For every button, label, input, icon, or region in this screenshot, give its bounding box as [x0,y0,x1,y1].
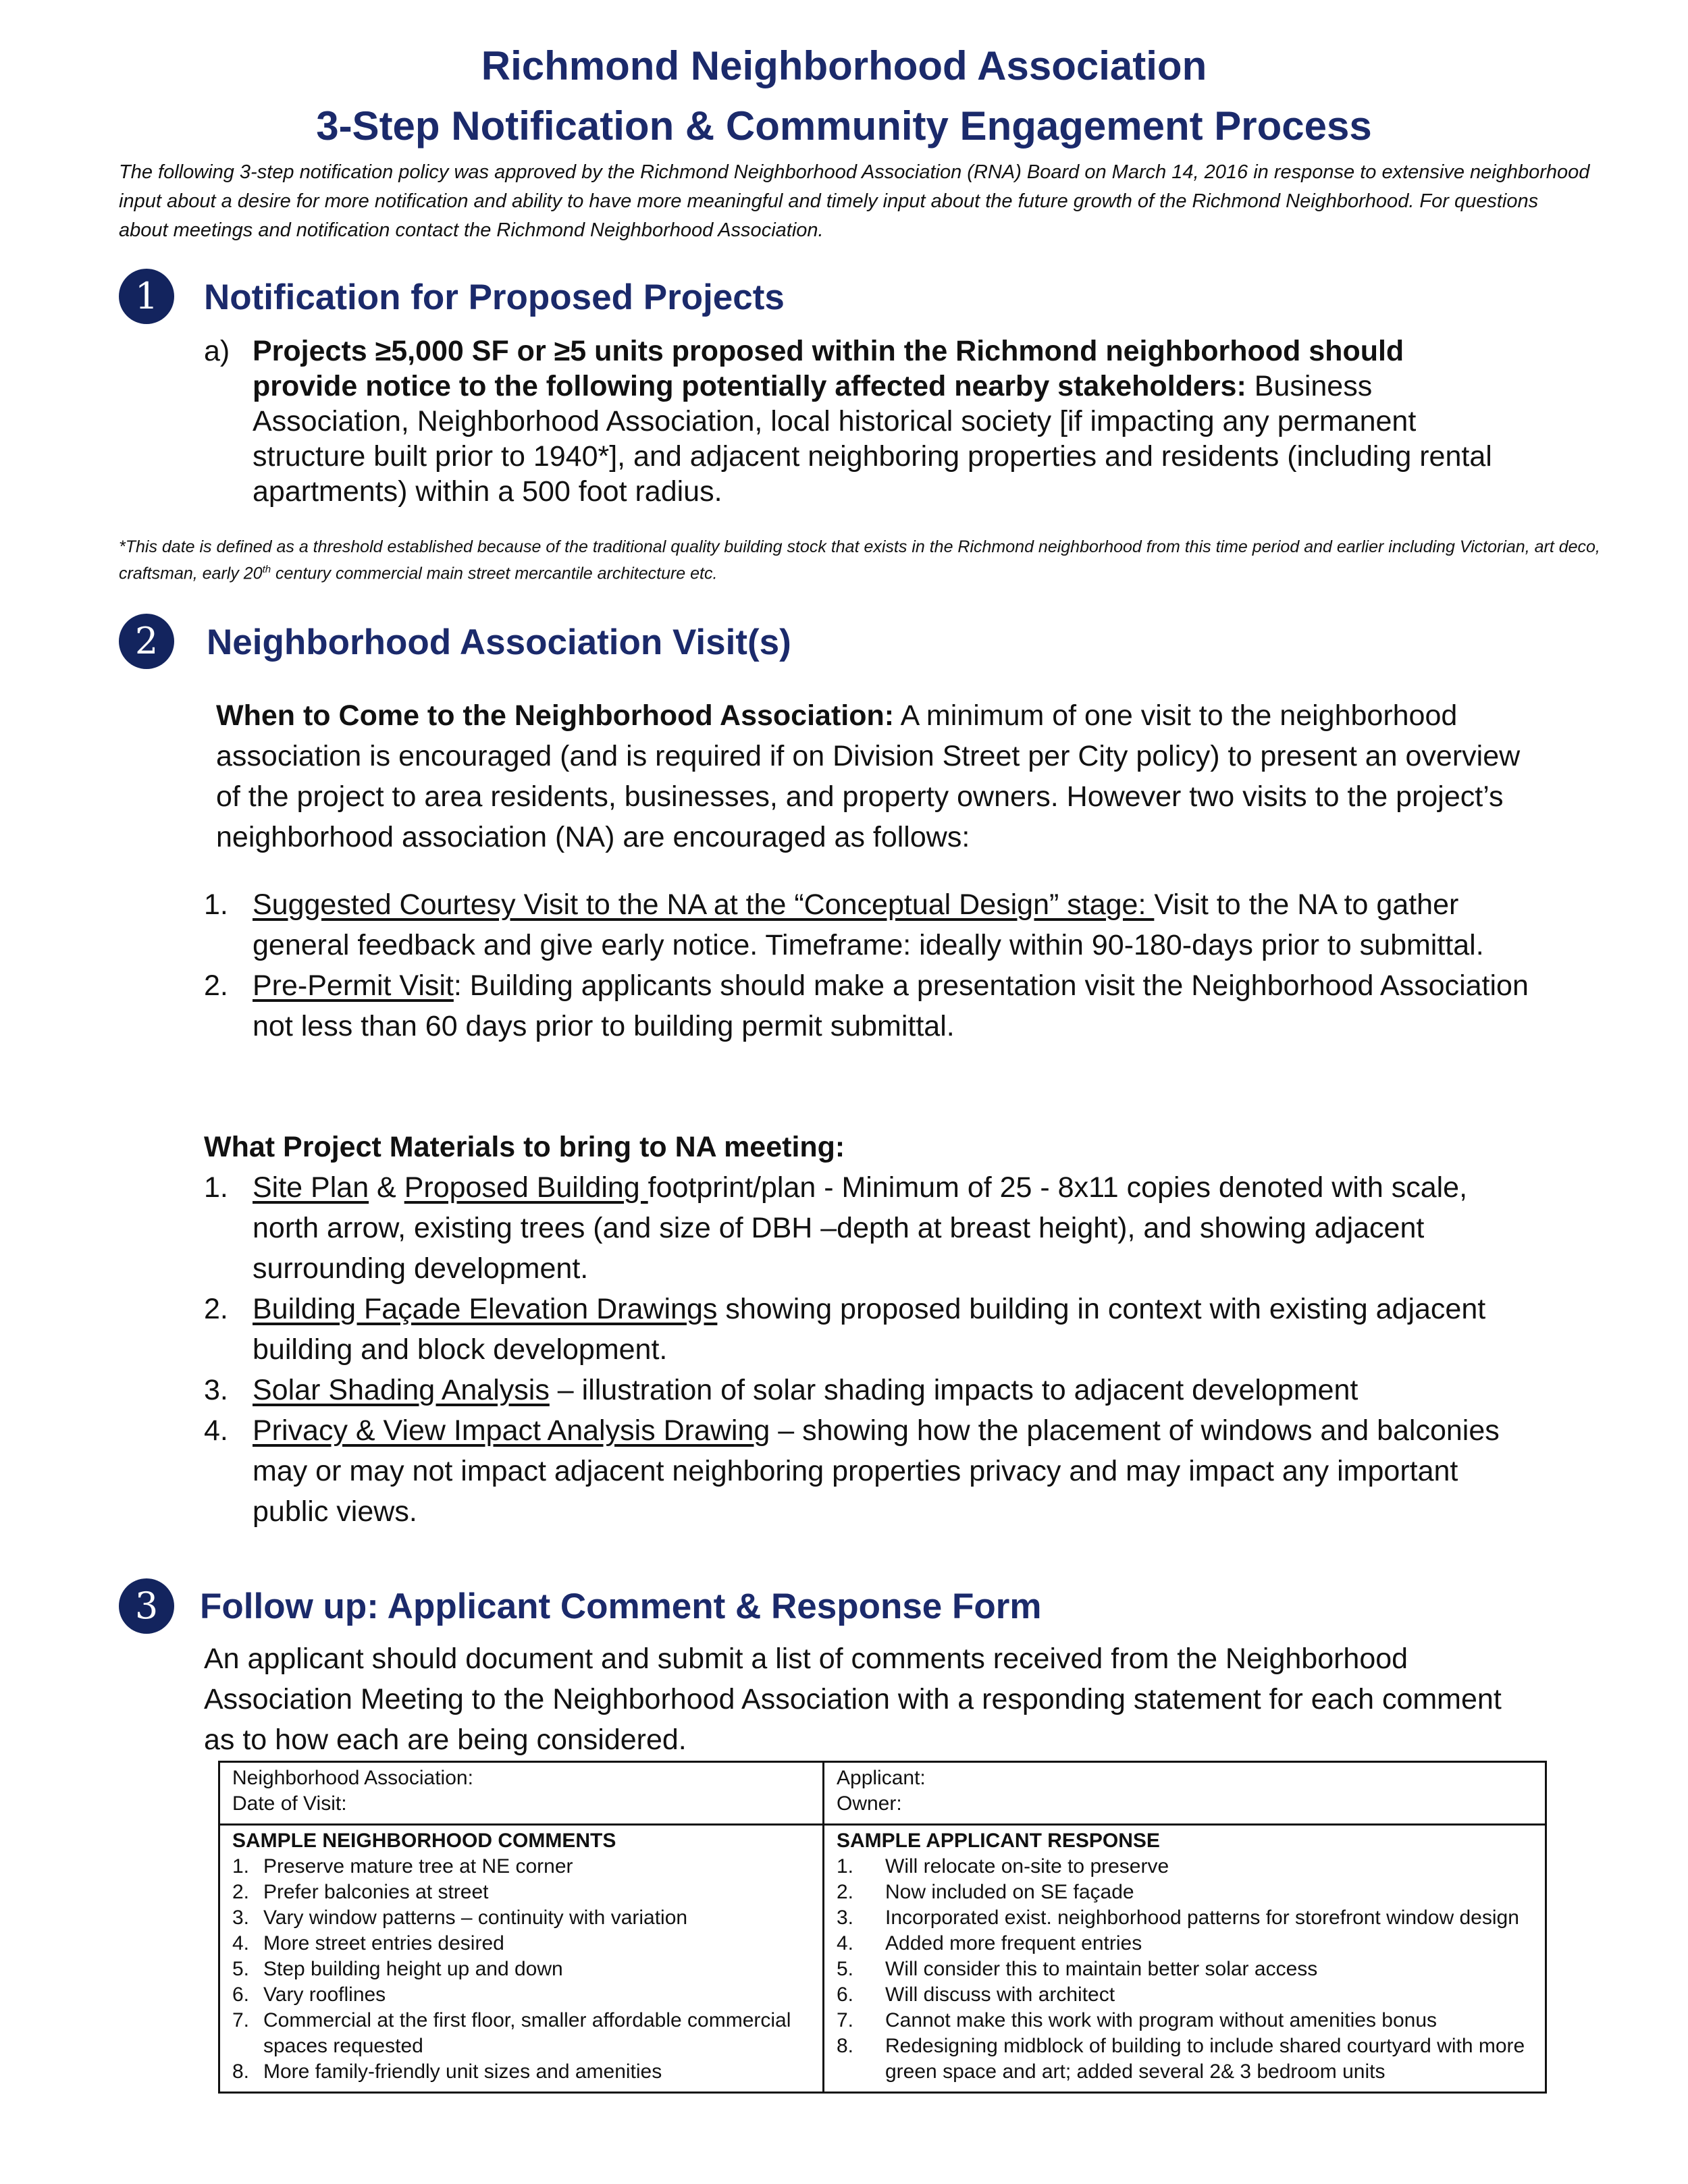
item-text: Added more frequent entries [885,1932,1142,1954]
when-bold: When to Come to the Neighborhood Association: [216,699,895,732]
list-number: 5. [232,1958,250,1980]
applicant-field-label: Applicant: [837,1767,926,1789]
table-body-row [219,1825,1546,2093]
item-text: Commercial at the first floor, smaller affordable commercial spaces requested [263,2009,791,2057]
materials-heading: What Project Materials to bring to NA meeting: [204,1131,845,1163]
material-joiner: & [369,1171,404,1204]
comments-title: SAMPLE NEIGHBORHOOD COMMENTS [232,1830,616,1852]
item-text: Now included on SE façade [885,1881,1134,1903]
list-number: 4. [232,1932,250,1954]
list-number: 2. [204,969,228,1002]
table-header-row [219,1762,1546,1825]
material-title: Building Façade Elevation Drawings [253,1293,718,1325]
list-number: 6. [837,1983,854,2006]
item-text: More street entries desired [263,1932,504,1954]
list-number: 8. [837,2035,854,2057]
comments-list [232,1854,810,2085]
na-field-label: Neighborhood Association: [232,1767,473,1789]
intro-paragraph: The following 3-step notification policy was approved by the Richmond Neighborhood Association (RNA) Board on March 14, 2016 in response to extensive neighborhood input about a desire for more notification and ability to have more meaningful and timely input about the future growth of the Richmond Neighborhood. For questions about meetings and notification contact the Richmond Neighborhood Association. [119,161,1590,241]
list-number: 1. [837,1855,854,1877]
material-title: Solar Shading Analysis [253,1374,550,1406]
step-2-badge: 2 [119,614,174,669]
responses-title: SAMPLE APPLICANT RESPONSE [837,1830,1160,1852]
list-number: 1. [232,1855,250,1877]
item-text: Business Association, Neighborhood Association, local historical society [if impacting any permanent structure built prior to 1940*], and adjacent neighboring properties and residents (including rental apartments) within a 500 foot radius. [253,370,1492,508]
material-item [204,1289,1541,1370]
material-item [204,1370,1541,1410]
comment-response-table [218,1761,1547,2094]
visit-item [204,884,1541,965]
material-text: – illustration of solar shading impacts to adjacent development [549,1374,1359,1406]
list-number: 4. [837,1932,854,1954]
list-number: 3. [204,1374,228,1406]
material-item [204,1410,1541,1532]
response-item [837,1982,1533,2008]
comment-item [232,1931,810,1956]
comment-item [232,1982,810,2008]
list-number: 2. [204,1293,228,1325]
item-text: Prefer balconies at street [263,1881,489,1903]
response-item [837,1956,1533,1982]
visit-text: Visit to the NA to gather general feedback and give early notice. Timeframe: ideally within 90-180-days prior to submittal. [253,888,1484,961]
list-number: 1. [204,888,228,921]
item-text: Redesigning midblock of building to include shared courtyard with more green space and art; added several 2& 3 bedroom units [885,2035,1525,2083]
owner-field-label: Owner: [837,1792,902,1815]
list-number: 7. [232,2009,250,2031]
item-label: a) [204,335,230,367]
material-text: showing proposed building in context with existing adjacent building and block development. [253,1293,1486,1366]
item-text: Vary window patterns – continuity with variation [263,1907,688,1929]
section-3-heading: Follow up: Applicant Comment & Response Form [200,1587,1042,1626]
footnote-text: *This date is defined as a threshold established because of the traditional quality building stock that exists in the Richmond neighborhood from this time period and earlier including Victorian, art deco, craftsman, early 20 [119,537,1600,583]
list-number: 3. [837,1907,854,1929]
item-text: Incorporated exist. neighborhood patterns for storefront window design [885,1907,1519,1929]
list-number: 8. [232,2060,250,2083]
when-to-come-paragraph [216,695,1526,857]
item-text: Vary rooflines [263,1983,386,2006]
comment-item [232,1880,810,1905]
list-number: 1. [204,1171,228,1204]
visit-title: Suggested Courtesy Visit to the NA at the “Conceptual Design” stage: [253,888,1155,921]
when-text: A minimum of one visit to the neighborhood association is encouraged (and is required if on Division Street per City policy) to present an overview of the project to area residents, businesses, and property owners. However two visits to the project’s neighborhood association (NA) are encouraged as follows: [216,699,1521,853]
materials-list [204,1167,1541,1532]
section-3-paragraph: An applicant should document and submit a list of comments received from the Neighborhood Association Meeting to the Neighborhood Association with a responding statement for each comment as to how each are being considered. [204,1643,1502,1756]
comment-item [232,1854,810,1880]
comment-item [232,2008,810,2059]
document-subtitle: 3-Step Notification & Community Engagement Process [316,103,1372,149]
response-item [837,1931,1533,1956]
material-text: footprint/plan - Minimum of 25 - 8x11 copies denoted with scale, north arrow, existing trees (and size of DBH –depth at breast height), and showing adjacent surrounding development. [253,1171,1468,1285]
footnote-sup: th [262,564,271,575]
item-text: Will relocate on-site to preserve [885,1855,1169,1877]
list-number: 7. [837,2009,854,2031]
item-text: Preserve mature tree at NE corner [263,1855,573,1877]
list-number: 6. [232,1983,250,2006]
comment-item [232,1905,810,1931]
date-field-label: Date of Visit: [232,1792,347,1815]
comment-item [232,1956,810,1982]
visit-list [204,884,1541,1046]
list-number: 2. [837,1881,854,1903]
list-number: 2. [232,1881,250,1903]
step-3-badge: 3 [119,1578,174,1634]
section-1-item [204,334,1514,509]
response-item [837,1854,1533,1880]
footnote-text-end: century commercial main street mercantile architecture etc. [271,564,718,583]
step-1-badge: 1 [119,269,174,324]
item-text: Cannot make this work with program without amenities bonus [885,2009,1438,2031]
item-text: More family-friendly unit sizes and amenities [263,2060,662,2083]
list-number: 3. [232,1907,250,1929]
response-item [837,1905,1533,1931]
material-title: Site Plan [253,1171,369,1204]
response-item [837,1880,1533,1905]
section-2-heading: Neighborhood Association Visit(s) [207,622,791,662]
visit-text: : Building applicants should make a presentation visit the Neighborhood Association not less than 60 days prior to building permit submittal. [253,969,1529,1042]
list-number: 4. [204,1414,228,1447]
item-text: Step building height up and down [263,1958,563,1980]
visit-title: Pre-Permit Visit [253,969,454,1002]
item-bold-text: Projects ≥5,000 SF or ≥5 units proposed within the Richmond neighborhood should provide notice to the following potentially affected nearby stakeholders: [253,335,1404,402]
list-number: 5. [837,1958,854,1980]
item-text: Will discuss with architect [885,1983,1115,2006]
material-title: Privacy & View Impact Analysis Drawing [253,1414,770,1447]
material-title-2: Proposed Building [404,1171,648,1204]
document-title: Richmond Neighborhood Association [481,43,1207,88]
responses-list [837,1854,1533,2085]
response-item [837,2033,1533,2085]
comment-item [232,2059,810,2085]
material-item [204,1167,1541,1289]
footnote [119,535,1604,585]
response-item [837,2008,1533,2033]
visit-item [204,965,1541,1046]
section-1-heading: Notification for Proposed Projects [204,277,785,317]
item-text: Will consider this to maintain better solar access [885,1958,1318,1980]
material-text: – showing how the placement of windows and balconies may or may not impact adjacent neighboring properties privacy and may impact any important public views. [253,1414,1500,1528]
